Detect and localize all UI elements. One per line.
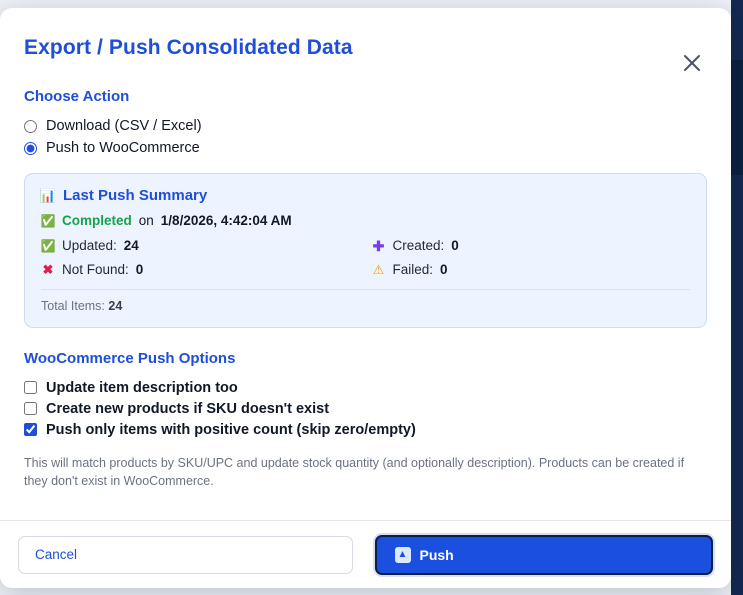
radio-row-push-woocommerce[interactable] bbox=[24, 137, 707, 159]
summary-stat-grid bbox=[41, 238, 690, 277]
summary-title: Last Push Summary bbox=[63, 187, 208, 204]
stat-failed bbox=[372, 262, 691, 277]
checkbox-row-positive-count-only[interactable] bbox=[24, 419, 707, 440]
export-push-dialog bbox=[0, 8, 731, 588]
checkbox-update-description-label[interactable]: Update item description too bbox=[46, 379, 238, 396]
window-edge-strip bbox=[731, 0, 743, 595]
checkbox-create-new-products[interactable] bbox=[24, 402, 37, 415]
status-badge: Completed bbox=[62, 213, 132, 228]
push-options-checkbox-group bbox=[24, 377, 707, 440]
helper-text: This will match products by SKU/UPC and update stock quantity (and optionally description). Products can be created if they don't exist in WooCommerce. bbox=[24, 456, 685, 489]
stat-updated-label: Updated: bbox=[62, 238, 117, 253]
checkbox-row-create-new-products[interactable] bbox=[24, 398, 707, 419]
stat-failed-label: Failed: bbox=[392, 262, 434, 277]
total-items-value: 24 bbox=[108, 299, 123, 313]
choose-action-title: Choose Action bbox=[24, 88, 130, 105]
checkbox-update-description[interactable] bbox=[24, 381, 37, 394]
summary-header bbox=[41, 187, 690, 204]
checkbox-row-update-description[interactable] bbox=[24, 377, 707, 398]
stat-created-label: Created: bbox=[392, 238, 445, 253]
stat-not-found bbox=[41, 262, 360, 277]
radio-download-label[interactable]: Download (CSV / Excel) bbox=[46, 118, 202, 134]
status-timestamp: 1/8/2026, 4:42:04 AM bbox=[160, 213, 292, 228]
summary-status-row bbox=[41, 213, 690, 228]
warning-icon: ⚠ bbox=[372, 262, 385, 277]
push-icon: ▲ bbox=[395, 547, 411, 563]
status-connector: on bbox=[138, 213, 154, 228]
cross-red-icon: ✖ bbox=[42, 262, 54, 277]
status-check-icon: ✅ bbox=[40, 213, 56, 228]
window-edge-accent bbox=[731, 60, 743, 175]
total-items-label: Total Items: bbox=[41, 299, 105, 313]
last-push-summary-card bbox=[24, 173, 707, 328]
close-icon-glyph bbox=[677, 48, 707, 78]
stat-not-found-value: 0 bbox=[135, 262, 144, 277]
stat-created-value: 0 bbox=[451, 238, 459, 253]
push-button-label: Push bbox=[419, 546, 454, 563]
radio-push-woocommerce[interactable] bbox=[24, 142, 37, 155]
push-options-title: WooCommerce Push Options bbox=[24, 350, 236, 367]
radio-download[interactable] bbox=[24, 120, 37, 133]
stat-failed-value: 0 bbox=[440, 262, 448, 277]
stat-created bbox=[372, 238, 691, 253]
dialog-header bbox=[0, 8, 731, 60]
page-title: Export / Push Consolidated Data bbox=[24, 36, 353, 59]
dialog-footer bbox=[0, 520, 731, 588]
bar-chart-icon: 📊 bbox=[39, 188, 57, 203]
choose-action-section bbox=[0, 60, 731, 159]
radio-push-woocommerce-label[interactable]: Push to WooCommerce bbox=[46, 140, 200, 156]
checkbox-positive-count-only[interactable] bbox=[24, 423, 37, 436]
total-items-row bbox=[41, 289, 690, 313]
close-icon[interactable] bbox=[677, 48, 707, 78]
stat-updated bbox=[41, 238, 360, 253]
push-button[interactable] bbox=[375, 535, 714, 575]
radio-row-download[interactable] bbox=[24, 115, 707, 137]
cancel-button[interactable]: Cancel bbox=[18, 536, 353, 574]
plus-icon: ✚ bbox=[372, 237, 385, 254]
action-radio-group bbox=[24, 115, 707, 159]
check-green-icon: ✅ bbox=[40, 238, 56, 253]
checkbox-create-new-products-label[interactable]: Create new products if SKU doesn't exist bbox=[46, 400, 330, 417]
stat-not-found-label: Not Found: bbox=[62, 262, 129, 277]
checkbox-positive-count-only-label[interactable]: Push only items with positive count (skip zero/empty) bbox=[46, 421, 416, 438]
push-options-section bbox=[0, 328, 731, 440]
stat-updated-value: 24 bbox=[123, 238, 139, 253]
